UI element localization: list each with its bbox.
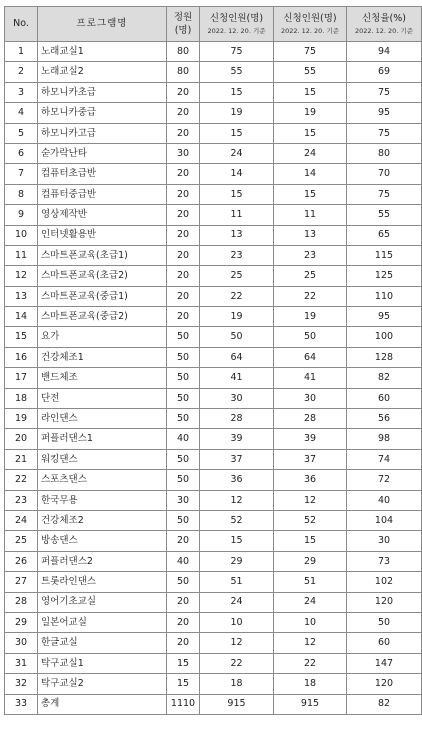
cell-program-name: 방송댄스 — [38, 531, 167, 551]
cell-no: 12 — [5, 266, 38, 286]
cell-rate: 50 — [347, 612, 422, 632]
cell-program-name: 탁구교실1 — [38, 653, 167, 673]
cell-no: 22 — [5, 470, 38, 490]
cell-no: 5 — [5, 123, 38, 143]
cell-capacity: 80 — [167, 42, 200, 62]
cell-applicants-1: 29 — [200, 551, 274, 571]
cell-applicants-1: 12 — [200, 490, 274, 510]
table-row — [5, 674, 422, 694]
cell-program-name: 하모니카고급 — [38, 123, 167, 143]
table-row — [5, 633, 422, 653]
cell-applicants-2: 64 — [274, 347, 347, 367]
cell-applicants-1: 37 — [200, 449, 274, 469]
cell-applicants-2: 15 — [274, 184, 347, 204]
cell-program-name: 건강체조2 — [38, 510, 167, 530]
header-capacity-line2: (명) — [174, 25, 192, 36]
cell-applicants-2: 15 — [274, 531, 347, 551]
cell-no: 28 — [5, 592, 38, 612]
cell-applicants-1: 24 — [200, 592, 274, 612]
cell-no: 11 — [5, 245, 38, 265]
cell-applicants-1: 51 — [200, 572, 274, 592]
cell-rate: 75 — [347, 184, 422, 204]
cell-program-name: 노래교실1 — [38, 42, 167, 62]
table-row — [5, 245, 422, 265]
table-row — [5, 42, 422, 62]
cell-rate: 94 — [347, 42, 422, 62]
cell-program-name: 일본어교실 — [38, 612, 167, 632]
cell-applicants-2: 28 — [274, 409, 347, 429]
cell-program-name: 스마트폰교육(중급2) — [38, 307, 167, 327]
cell-capacity: 1110 — [167, 694, 200, 714]
table-row — [5, 470, 422, 490]
cell-rate: 82 — [347, 368, 422, 388]
table-row — [5, 184, 422, 204]
cell-capacity: 40 — [167, 429, 200, 449]
table-row — [5, 143, 422, 163]
cell-capacity: 20 — [167, 592, 200, 612]
cell-capacity: 20 — [167, 164, 200, 184]
cell-capacity: 20 — [167, 266, 200, 286]
header-applicants-2 — [274, 7, 347, 42]
cell-rate: 74 — [347, 449, 422, 469]
cell-capacity: 30 — [167, 490, 200, 510]
cell-program-name: 한국무용 — [38, 490, 167, 510]
cell-program-name: 요가 — [38, 327, 167, 347]
header-capacity — [167, 7, 200, 42]
cell-applicants-1: 41 — [200, 368, 274, 388]
cell-no: 14 — [5, 307, 38, 327]
cell-no: 27 — [5, 572, 38, 592]
table-row — [5, 531, 422, 551]
cell-applicants-1: 64 — [200, 347, 274, 367]
cell-capacity: 20 — [167, 103, 200, 123]
cell-no: 2 — [5, 62, 38, 82]
header-applicants-1-label: 신청인원(명) — [209, 12, 264, 24]
cell-applicants-1: 30 — [200, 388, 274, 408]
table-row — [5, 286, 422, 306]
cell-applicants-2: 19 — [274, 103, 347, 123]
table-row — [5, 694, 422, 714]
cell-program-name: 라인댄스 — [38, 409, 167, 429]
cell-no: 20 — [5, 429, 38, 449]
cell-program-name: 총계 — [38, 694, 167, 714]
program-table-wrapper — [4, 6, 422, 715]
cell-program-name: 인터넷활용반 — [38, 225, 167, 245]
cell-rate: 82 — [347, 694, 422, 714]
table-row — [5, 551, 422, 571]
cell-applicants-2: 15 — [274, 82, 347, 102]
cell-applicants-2: 24 — [274, 143, 347, 163]
cell-rate: 56 — [347, 409, 422, 429]
cell-applicants-2: 15 — [274, 123, 347, 143]
table-row — [5, 266, 422, 286]
cell-capacity: 50 — [167, 327, 200, 347]
cell-applicants-2: 55 — [274, 62, 347, 82]
cell-no: 32 — [5, 674, 38, 694]
header-applicants-1-sub: 2022. 12. 20. 기준 — [207, 27, 266, 35]
cell-applicants-2: 24 — [274, 592, 347, 612]
cell-applicants-1: 11 — [200, 205, 274, 225]
cell-rate: 104 — [347, 510, 422, 530]
table-row — [5, 103, 422, 123]
cell-program-name: 퍼플러댄스2 — [38, 551, 167, 571]
cell-rate: 98 — [347, 429, 422, 449]
cell-no: 24 — [5, 510, 38, 530]
table-row — [5, 164, 422, 184]
table-row — [5, 388, 422, 408]
cell-capacity: 40 — [167, 551, 200, 571]
cell-applicants-2: 37 — [274, 449, 347, 469]
cell-applicants-2: 25 — [274, 266, 347, 286]
cell-applicants-1: 915 — [200, 694, 274, 714]
cell-rate: 70 — [347, 164, 422, 184]
cell-capacity: 20 — [167, 225, 200, 245]
program-table — [4, 6, 422, 715]
cell-applicants-2: 41 — [274, 368, 347, 388]
table-header — [5, 7, 422, 42]
cell-rate: 125 — [347, 266, 422, 286]
cell-capacity: 20 — [167, 612, 200, 632]
header-no: No. — [5, 7, 38, 42]
cell-no: 33 — [5, 694, 38, 714]
cell-applicants-2: 29 — [274, 551, 347, 571]
header-rate-sub: 2022. 12. 20. 기준 — [354, 27, 414, 35]
cell-applicants-1: 28 — [200, 409, 274, 429]
cell-applicants-2: 11 — [274, 205, 347, 225]
cell-program-name: 단전 — [38, 388, 167, 408]
cell-capacity: 20 — [167, 633, 200, 653]
cell-capacity: 50 — [167, 572, 200, 592]
cell-program-name: 스마트폰교육(초급1) — [38, 245, 167, 265]
cell-program-name: 건강체조1 — [38, 347, 167, 367]
cell-program-name: 트롯라인댄스 — [38, 572, 167, 592]
cell-program-name: 스마트폰교육(중급1) — [38, 286, 167, 306]
cell-applicants-1: 15 — [200, 82, 274, 102]
header-applicants-2-sub: 2022. 12. 20. 기준 — [280, 27, 340, 35]
cell-capacity: 20 — [167, 82, 200, 102]
cell-rate: 55 — [347, 205, 422, 225]
cell-program-name: 퍼플러댄스1 — [38, 429, 167, 449]
cell-rate: 65 — [347, 225, 422, 245]
cell-no: 1 — [5, 42, 38, 62]
cell-applicants-1: 75 — [200, 42, 274, 62]
cell-applicants-1: 55 — [200, 62, 274, 82]
cell-applicants-2: 22 — [274, 653, 347, 673]
cell-applicants-1: 39 — [200, 429, 274, 449]
cell-rate: 73 — [347, 551, 422, 571]
cell-applicants-1: 18 — [200, 674, 274, 694]
cell-applicants-1: 13 — [200, 225, 274, 245]
cell-rate: 40 — [347, 490, 422, 510]
cell-program-name: 숟가락난타 — [38, 143, 167, 163]
cell-no: 26 — [5, 551, 38, 571]
cell-no: 23 — [5, 490, 38, 510]
cell-no: 9 — [5, 205, 38, 225]
cell-applicants-2: 36 — [274, 470, 347, 490]
header-applicants-1 — [200, 7, 274, 42]
cell-applicants-1: 10 — [200, 612, 274, 632]
table-row — [5, 449, 422, 469]
cell-capacity: 50 — [167, 388, 200, 408]
cell-rate: 120 — [347, 592, 422, 612]
table-row — [5, 347, 422, 367]
cell-capacity: 80 — [167, 62, 200, 82]
header-capacity-line1: 정원 — [173, 11, 193, 23]
cell-rate: 102 — [347, 572, 422, 592]
cell-program-name: 영상제작반 — [38, 205, 167, 225]
cell-rate: 80 — [347, 143, 422, 163]
cell-rate: 30 — [347, 531, 422, 551]
cell-capacity: 50 — [167, 368, 200, 388]
cell-applicants-2: 12 — [274, 490, 347, 510]
table-row — [5, 205, 422, 225]
cell-applicants-2: 13 — [274, 225, 347, 245]
cell-no: 25 — [5, 531, 38, 551]
cell-applicants-1: 24 — [200, 143, 274, 163]
cell-capacity: 15 — [167, 653, 200, 673]
cell-applicants-1: 36 — [200, 470, 274, 490]
cell-applicants-2: 19 — [274, 307, 347, 327]
header-applicants-2-label: 신청인원(명) — [283, 12, 337, 24]
cell-program-name: 영어기초교실 — [38, 592, 167, 612]
cell-no: 31 — [5, 653, 38, 673]
table-row — [5, 510, 422, 530]
cell-no: 18 — [5, 388, 38, 408]
cell-capacity: 20 — [167, 245, 200, 265]
cell-rate: 60 — [347, 633, 422, 653]
cell-applicants-2: 39 — [274, 429, 347, 449]
cell-applicants-2: 50 — [274, 327, 347, 347]
cell-capacity: 30 — [167, 143, 200, 163]
table-row — [5, 572, 422, 592]
cell-program-name: 한글교실 — [38, 633, 167, 653]
cell-no: 6 — [5, 143, 38, 163]
cell-rate: 120 — [347, 674, 422, 694]
cell-applicants-2: 22 — [274, 286, 347, 306]
cell-capacity: 50 — [167, 470, 200, 490]
cell-rate: 95 — [347, 103, 422, 123]
cell-applicants-2: 52 — [274, 510, 347, 530]
cell-capacity: 50 — [167, 347, 200, 367]
table-row — [5, 62, 422, 82]
cell-applicants-2: 915 — [274, 694, 347, 714]
cell-rate: 75 — [347, 82, 422, 102]
cell-no: 4 — [5, 103, 38, 123]
cell-applicants-1: 50 — [200, 327, 274, 347]
cell-no: 13 — [5, 286, 38, 306]
cell-program-name: 하모니카초급 — [38, 82, 167, 102]
cell-no: 21 — [5, 449, 38, 469]
cell-capacity: 20 — [167, 184, 200, 204]
cell-applicants-2: 30 — [274, 388, 347, 408]
cell-program-name: 노래교실2 — [38, 62, 167, 82]
cell-no: 17 — [5, 368, 38, 388]
header-program-name-label: 프로그램명 — [76, 18, 128, 30]
cell-applicants-1: 22 — [200, 286, 274, 306]
cell-rate: 115 — [347, 245, 422, 265]
header-rate-label: 신청율(%) — [362, 12, 406, 24]
cell-applicants-1: 15 — [200, 123, 274, 143]
cell-applicants-2: 18 — [274, 674, 347, 694]
cell-rate: 72 — [347, 470, 422, 490]
cell-applicants-2: 75 — [274, 42, 347, 62]
cell-capacity: 15 — [167, 674, 200, 694]
cell-no: 19 — [5, 409, 38, 429]
table-row — [5, 653, 422, 673]
cell-no: 15 — [5, 327, 38, 347]
header-program-name — [38, 7, 167, 42]
table-row — [5, 123, 422, 143]
cell-rate: 60 — [347, 388, 422, 408]
cell-rate: 69 — [347, 62, 422, 82]
cell-applicants-1: 52 — [200, 510, 274, 530]
header-rate — [347, 7, 422, 42]
cell-applicants-1: 14 — [200, 164, 274, 184]
cell-applicants-1: 15 — [200, 531, 274, 551]
cell-no: 16 — [5, 347, 38, 367]
cell-capacity: 50 — [167, 449, 200, 469]
cell-rate: 110 — [347, 286, 422, 306]
table-row — [5, 429, 422, 449]
table-row — [5, 368, 422, 388]
cell-program-name: 스포츠댄스 — [38, 470, 167, 490]
cell-applicants-1: 12 — [200, 633, 274, 653]
cell-capacity: 50 — [167, 510, 200, 530]
cell-no: 30 — [5, 633, 38, 653]
cell-rate: 147 — [347, 653, 422, 673]
table-row — [5, 612, 422, 632]
table-row — [5, 225, 422, 245]
cell-capacity: 20 — [167, 205, 200, 225]
cell-rate: 75 — [347, 123, 422, 143]
cell-no: 8 — [5, 184, 38, 204]
table-row — [5, 409, 422, 429]
cell-capacity: 20 — [167, 307, 200, 327]
cell-no: 7 — [5, 164, 38, 184]
table-body — [5, 42, 422, 715]
cell-applicants-2: 51 — [274, 572, 347, 592]
table-row — [5, 592, 422, 612]
cell-no: 10 — [5, 225, 38, 245]
cell-capacity: 20 — [167, 531, 200, 551]
cell-applicants-2: 14 — [274, 164, 347, 184]
cell-program-name: 하모니카중급 — [38, 103, 167, 123]
cell-applicants-1: 19 — [200, 103, 274, 123]
header-row — [5, 7, 422, 42]
table-row — [5, 327, 422, 347]
cell-program-name: 스마트폰교육(초급2) — [38, 266, 167, 286]
cell-applicants-1: 23 — [200, 245, 274, 265]
cell-applicants-1: 15 — [200, 184, 274, 204]
cell-rate: 128 — [347, 347, 422, 367]
table-row — [5, 307, 422, 327]
cell-rate: 100 — [347, 327, 422, 347]
cell-no: 3 — [5, 82, 38, 102]
cell-applicants-2: 12 — [274, 633, 347, 653]
cell-applicants-2: 23 — [274, 245, 347, 265]
cell-applicants-1: 22 — [200, 653, 274, 673]
cell-program-name: 탁구교실2 — [38, 674, 167, 694]
cell-capacity: 20 — [167, 123, 200, 143]
cell-program-name: 밴드체조 — [38, 368, 167, 388]
cell-program-name: 컴퓨터중급반 — [38, 184, 167, 204]
cell-applicants-2: 10 — [274, 612, 347, 632]
cell-program-name: 컴퓨터초급반 — [38, 164, 167, 184]
table-row — [5, 490, 422, 510]
cell-no: 29 — [5, 612, 38, 632]
cell-capacity: 20 — [167, 286, 200, 306]
cell-applicants-1: 25 — [200, 266, 274, 286]
cell-applicants-1: 19 — [200, 307, 274, 327]
table-row — [5, 82, 422, 102]
cell-rate: 95 — [347, 307, 422, 327]
cell-program-name: 워킹댄스 — [38, 449, 167, 469]
cell-capacity: 50 — [167, 409, 200, 429]
